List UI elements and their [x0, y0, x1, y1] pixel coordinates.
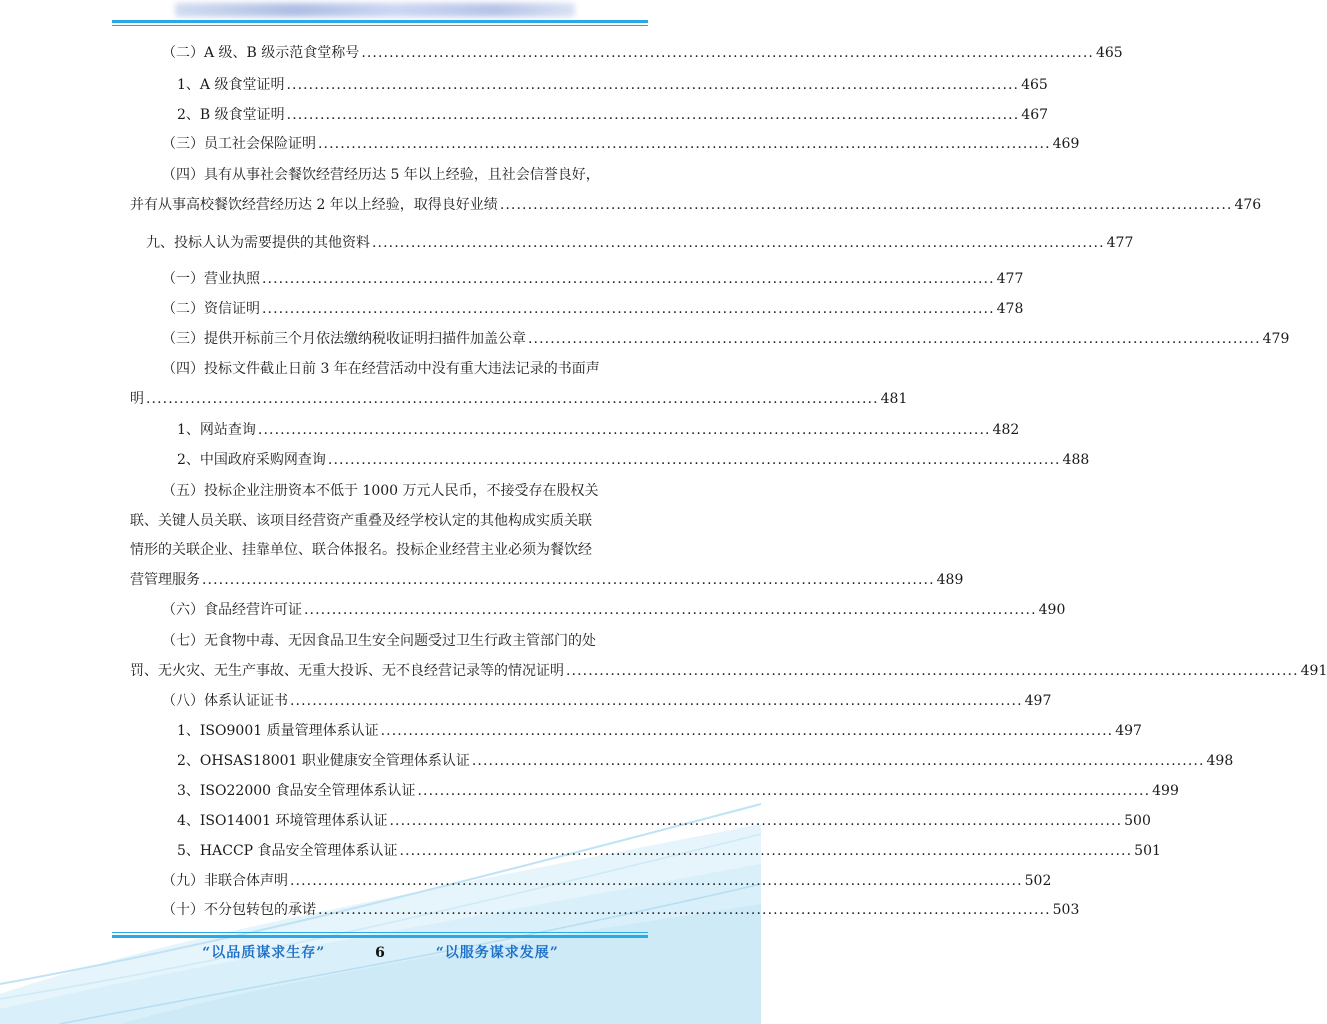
toc-entry-page: 502: [1024, 873, 1052, 889]
toc-entry-page: 499: [1152, 783, 1179, 799]
toc-entry-page: 478: [996, 301, 1024, 317]
toc-leader-dots: ....................................................................................................................................: [361, 45, 1094, 61]
toc-entry[interactable]: [162, 296, 1024, 322]
header-title-blurred: [175, 3, 575, 17]
toc-entry-page: 477: [1106, 235, 1134, 251]
toc-entry-title: 并有从事高校餐饮经营经历达 2 年以上经验，取得良好业绩: [130, 197, 498, 213]
toc-entry[interactable]: [177, 778, 1179, 804]
toc-entry-page: 469: [1052, 136, 1080, 152]
toc-leader-dots: ....................................................................................................................................: [566, 663, 1299, 679]
toc-entry-title: 2、B 级食堂证明: [177, 107, 285, 123]
toc-leader-dots: ....................................................................................................................................: [262, 271, 995, 287]
toc-leader-dots: ....................................................................................................................................: [380, 723, 1114, 739]
toc-entry-title: （六）食品经营许可证: [162, 602, 302, 618]
toc-entry-page: 500: [1124, 813, 1151, 829]
toc-leader-dots: ....................................................................................................................................: [304, 602, 1037, 618]
toc-leader-dots: ....................................................................................................................................: [286, 77, 1020, 93]
toc-entry-page: 491: [1300, 663, 1327, 679]
toc-entry-continued-line[interactable]: 情形的关联企业、挂靠单位、联合体报名。投标企业经营主业必须为餐饮经: [130, 542, 592, 558]
toc-leader-dots: ....................................................................................................................................: [318, 136, 1051, 152]
toc-leader-dots: ....................................................................................................................................: [499, 197, 1233, 213]
toc-entry[interactable]: [177, 72, 1048, 98]
toc-entry-page: 482: [992, 422, 1020, 438]
toc-entry[interactable]: [162, 597, 1066, 623]
toc-entry[interactable]: [177, 417, 1020, 443]
toc-entry[interactable]: [177, 718, 1142, 744]
toc-entry[interactable]: [130, 658, 1327, 684]
toc-entry[interactable]: [177, 102, 1049, 128]
toc-leader-dots: ....................................................................................................................................: [257, 422, 991, 438]
toc-entry-title: 1、ISO9001 质量管理体系认证: [177, 723, 379, 739]
toc-leader-dots: ....................................................................................................................................: [399, 843, 1133, 859]
toc-entry-page: 503: [1052, 902, 1080, 918]
toc-entry-title: （一）营业执照: [162, 271, 260, 287]
page-number: 6: [375, 945, 386, 961]
toc-entry-continued-line[interactable]: 联、关键人员关联、该项目经营资产重叠及经学校认定的其他构成实质关联: [130, 513, 592, 529]
toc-entry-page: 497: [1024, 693, 1052, 709]
toc-entry-title: （二）A 级、B 级示范食堂称号: [162, 45, 360, 61]
toc-leader-dots: ....................................................................................................................................: [202, 572, 935, 588]
footer-rule-thick: [112, 935, 648, 938]
toc-entry-continued-line[interactable]: （四）投标文件截止日前 3 年在经营活动中没有重大违法记录的书面声: [162, 361, 600, 377]
toc-leader-dots: ....................................................................................................................................: [146, 391, 879, 407]
toc-entry-title: 罚、无火灾、无生产事故、无重大投诉、无不良经营记录等的情况证明: [130, 663, 564, 679]
toc-entry[interactable]: [177, 808, 1151, 834]
toc-entry-title: 九、投标人认为需要提供的其他资料: [146, 235, 370, 251]
toc-entry[interactable]: [177, 838, 1161, 864]
toc-entry[interactable]: [146, 230, 1134, 256]
footer-slogan-right: “以服务谋求发展”: [435, 945, 559, 961]
footer-rule-thin: [112, 932, 648, 933]
toc-entry[interactable]: [130, 192, 1262, 218]
toc-entry-continued-line[interactable]: （七）无食物中毒、无因食品卫生安全问题受过卫生行政主管部门的处: [162, 633, 596, 649]
toc-entry-continued-line[interactable]: （四）具有从事社会餐饮经营经历达 5 年以上经验，且社会信誉良好，: [162, 167, 600, 183]
toc-entry-page: 477: [996, 271, 1024, 287]
toc-entry-page: 481: [880, 391, 908, 407]
toc-entry-title: 明: [130, 391, 144, 407]
toc-entry-title: （九）非联合体声明: [162, 873, 288, 889]
toc-leader-dots: ....................................................................................................................................: [290, 693, 1023, 709]
toc-entry-title: （十）不分包转包的承诺: [162, 902, 316, 918]
toc-entry-title: 3、ISO22000 食品安全管理体系认证: [177, 783, 416, 799]
toc-entry-page: 467: [1021, 107, 1049, 123]
toc-entry[interactable]: [162, 131, 1080, 157]
toc-entry[interactable]: [162, 868, 1052, 894]
toc-leader-dots: ....................................................................................................................................: [372, 235, 1105, 251]
page-footer: [0, 942, 761, 962]
toc-entry-title: （三）提供开标前三个月依法缴纳税收证明扫描件加盖公章: [162, 331, 526, 347]
toc-entry-page: 465: [1021, 77, 1048, 93]
toc-entry[interactable]: [130, 567, 964, 593]
toc-entry-page: 465: [1095, 45, 1123, 61]
toc-leader-dots: ....................................................................................................................................: [471, 753, 1205, 769]
header-rule-thin: [112, 25, 648, 26]
toc-entry-continued-line[interactable]: （五）投标企业注册资本不低于 1000 万元人民币，不接受存在股权关: [162, 483, 599, 499]
toc-entry-title: 1、网站查询: [177, 422, 256, 438]
toc-leader-dots: ....................................................................................................................................: [528, 331, 1261, 347]
toc-leader-dots: ....................................................................................................................................: [318, 902, 1051, 918]
toc-entry-title: （二）资信证明: [162, 301, 260, 317]
toc-entry[interactable]: [177, 748, 1234, 774]
toc-entry-title: 4、ISO14001 环境管理体系认证: [177, 813, 388, 829]
toc-leader-dots: ....................................................................................................................................: [290, 873, 1023, 889]
toc-entry-page: 488: [1062, 452, 1090, 468]
toc-leader-dots: ....................................................................................................................................: [286, 107, 1020, 123]
toc-entry[interactable]: [162, 897, 1080, 923]
toc-entry-title: 5、HACCP 食品安全管理体系认证: [177, 843, 398, 859]
toc-entry[interactable]: [162, 326, 1290, 352]
toc-entry-page: 490: [1038, 602, 1066, 618]
toc-leader-dots: ....................................................................................................................................: [327, 452, 1061, 468]
toc-entry-title: 2、OHSAS18001 职业健康安全管理体系认证: [177, 753, 470, 769]
toc-entry-page: 501: [1134, 843, 1161, 859]
toc-entry[interactable]: [130, 386, 908, 412]
header-rule-thick: [112, 20, 648, 23]
toc-entry-page: 489: [936, 572, 964, 588]
toc-entry-title: 营管理服务: [130, 572, 200, 588]
toc-leader-dots: ....................................................................................................................................: [417, 783, 1151, 799]
toc-entry-page: 476: [1234, 197, 1262, 213]
toc-entry-title: 2、中国政府采购网查询: [177, 452, 326, 468]
footer-slogan-left: “以品质谋求生存”: [202, 945, 326, 961]
toc-entry-title: 1、A 级食堂证明: [177, 77, 285, 93]
toc-entry-page: 497: [1115, 723, 1142, 739]
toc-entry[interactable]: [177, 447, 1090, 473]
toc-entry[interactable]: [162, 266, 1024, 292]
toc-entry[interactable]: [162, 688, 1052, 714]
toc-entry[interactable]: [162, 40, 1123, 66]
toc-entry-page: 479: [1262, 331, 1290, 347]
toc-leader-dots: ....................................................................................................................................: [262, 301, 995, 317]
toc-entry-title: （三）员工社会保险证明: [162, 136, 316, 152]
toc-leader-dots: ....................................................................................................................................: [389, 813, 1123, 829]
toc-entry-page: 498: [1206, 753, 1234, 769]
toc-entry-title: （八）体系认证证书: [162, 693, 288, 709]
